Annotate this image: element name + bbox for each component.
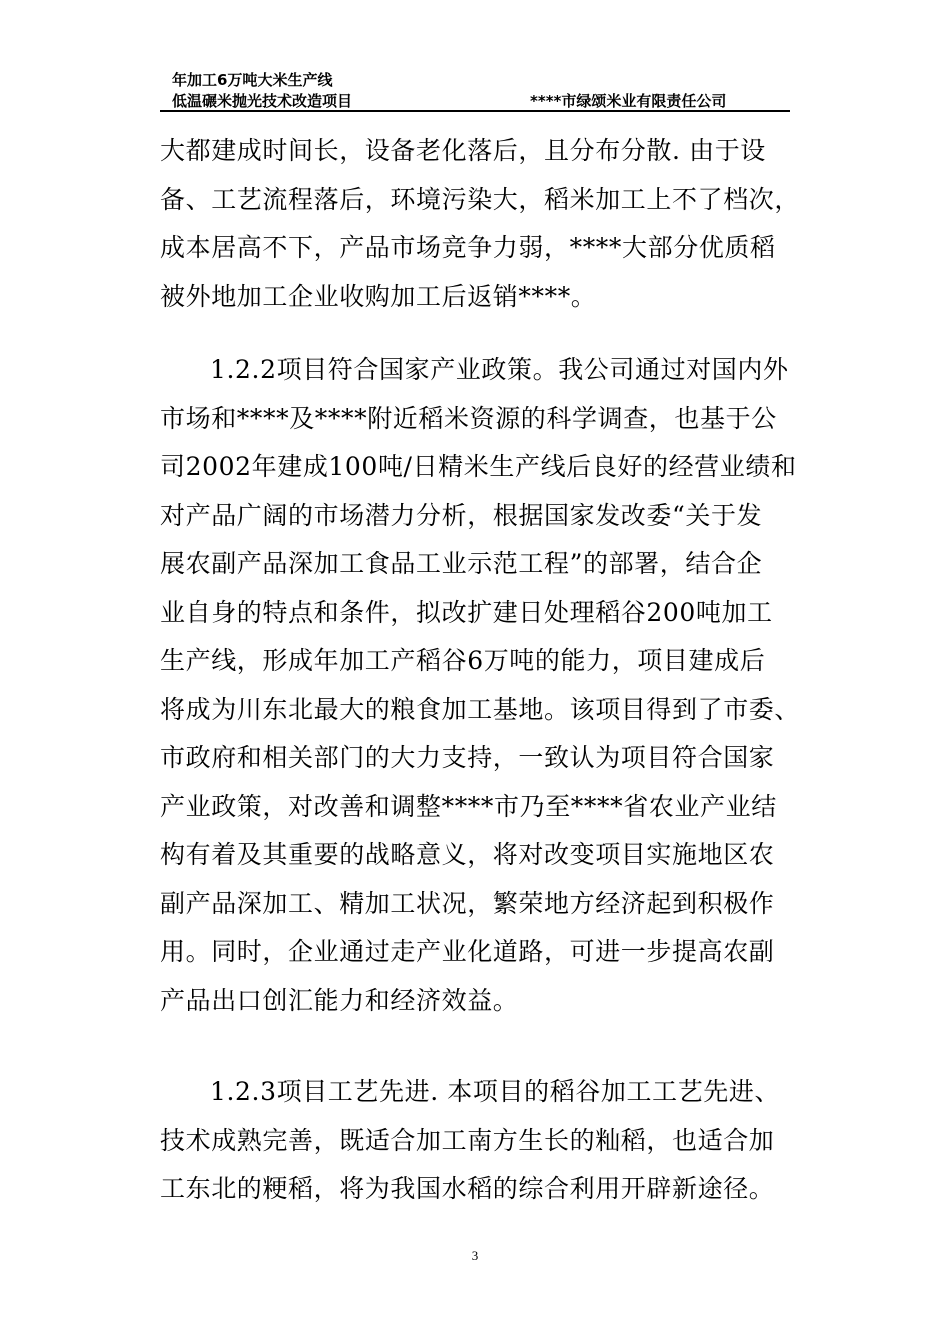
text-line: 产品出口创汇能力和经济效益。 — [160, 985, 519, 1015]
text-line: 1.2.3项目工艺先进. 本项目的稻谷加工工艺先进、 — [210, 1077, 781, 1106]
text-line: 司2002年建成100吨/日精米生产线后良好的经营业绩和 — [160, 452, 797, 481]
paragraph-1-2-3 — [160, 1068, 800, 1214]
text-line: 业自身的特点和条件，拟改扩建日处理稻谷200吨加工 — [160, 597, 773, 627]
text-line: 对产品广阔的市场潜力分析，根据国家发改委“关于发 — [160, 500, 763, 530]
text-line: 工东北的粳稻，将为我国水稻的综合利用开辟新途径。 — [160, 1174, 775, 1203]
text-line: 产业政策，对改善和调整****市乃至****省农业产业结 — [160, 791, 777, 821]
text-line: 展农副产品深加工食品工业示范工程”的部署，结合企 — [160, 549, 763, 578]
text-line: 备、工艺流程落后，环境污染大，稻米加工上不了档次， — [160, 184, 801, 214]
page-number: 3 — [471, 1248, 479, 1263]
header-title-line1: 年加工6万吨大米生产线 — [172, 71, 333, 89]
text-line: 市场和****及****附近稻米资源的科学调查，也基于公 — [160, 403, 777, 433]
text-line: 将成为川东北最大的粮食加工基地。该项目得到了市委、 — [160, 694, 801, 724]
text-line: 用。同时，企业通过走产业化道路，可进一步提高农副 — [160, 937, 775, 966]
text-line: 构有着及其重要的战略意义，将对改变项目实施地区农 — [160, 840, 775, 869]
text-line: 成本居高不下，产品市场竞争力弱，****大部分优质稻 — [160, 233, 776, 262]
text-line: 技术成熟完善，既适合加工南方生长的籼稻，也适合加 — [160, 1125, 775, 1155]
paragraph-continuation — [160, 127, 800, 321]
text-line: 市政府和相关部门的大力支持，一致认为项目符合国家 — [160, 743, 775, 772]
header-title-line2: 低温碾米抛光技术改造项目 — [172, 92, 353, 110]
text-line: 被外地加工企业收购加工后返销****。 — [160, 281, 597, 311]
text-line: 大都建成时间长，设备老化落后，且分布分散. 由于设 — [160, 136, 766, 165]
page-header — [160, 64, 790, 112]
header-company-name: ****市绿颂米业有限责任公司 — [530, 92, 727, 110]
paragraph-1-2-2 — [160, 346, 800, 1025]
text-line: 副产品深加工、精加工状况，繁荣地方经济起到积极作 — [160, 888, 775, 918]
text-line: 生产线，形成年加工产稻谷6万吨的能力，项目建成后 — [160, 646, 766, 675]
text-line: 1.2.2项目符合国家产业政策。我公司通过对国内外 — [210, 355, 789, 384]
